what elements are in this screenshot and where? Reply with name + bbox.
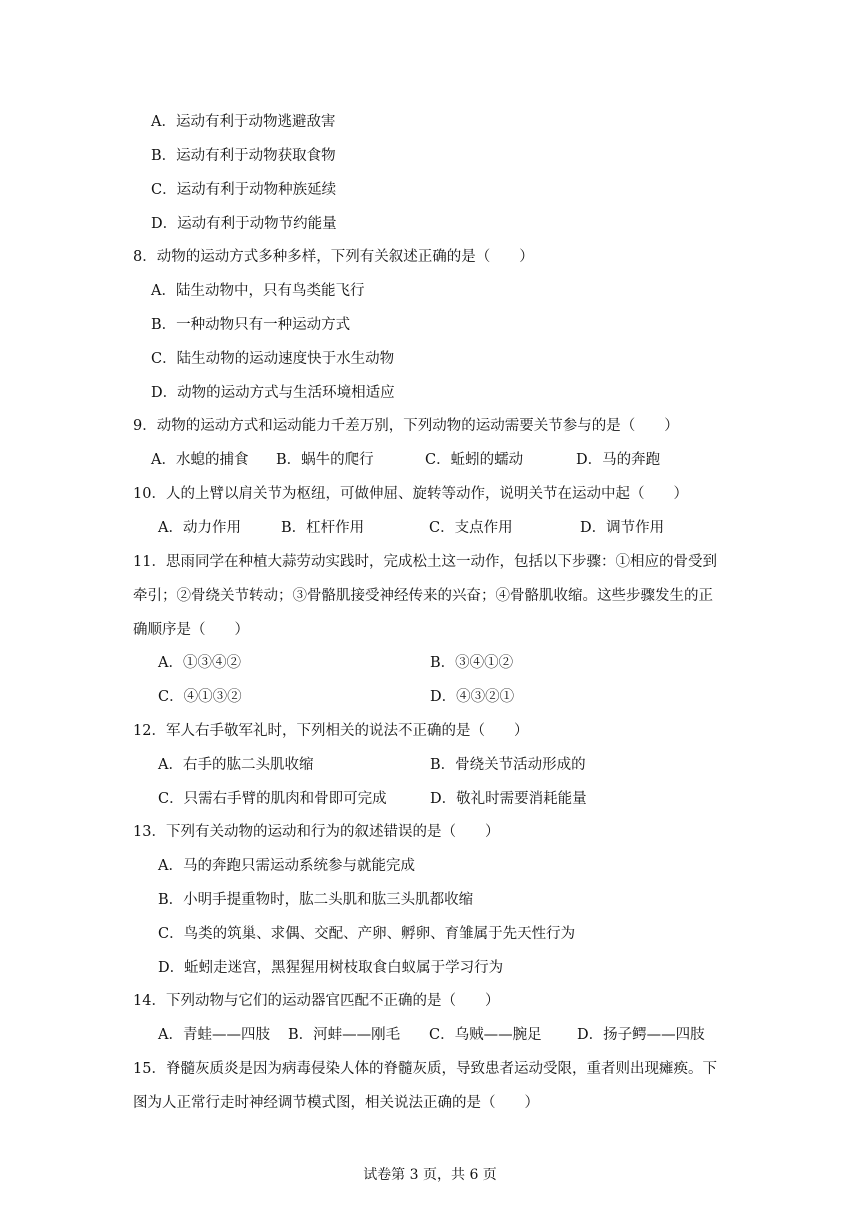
q12-option-d: D．敬礼时需要消耗能量 [430, 791, 587, 807]
q7-option-b: B．运动有利于动物获取食物 [151, 148, 336, 164]
q13-option-a: A．马的奔跑只需运动系统参与就能完成 [158, 858, 415, 874]
q12-stem: 12．军人右手敬军礼时，下列相关的说法不正确的是（ ） [133, 723, 529, 739]
q11-option-a: A．①③④② [158, 655, 241, 671]
q9-stem: 9．动物的运动方式和运动能力千差万别，下列动物的运动需要关节参与的是（ ） [133, 418, 679, 434]
q15-stem-line-1: 15．脊髓灰质炎是因为病毒侵染人体的脊髓灰质，导致患者运动受限，重者则出现瘫痪。下 [133, 1061, 717, 1077]
q13-option-d: D．蚯蚓走迷宫，黑猩猩用树枝取食白蚁属于学习行为 [158, 960, 504, 976]
q13-option-b: B．小明手提重物时，肱二头肌和肱三头肌都收缩 [158, 892, 474, 908]
q9-option-c: C．蚯蚓的蠕动 [425, 452, 524, 468]
q9-option-b: B．蜗牛的爬行 [276, 452, 374, 468]
q13-stem: 13．下列有关动物的运动和行为的叙述错误的是（ ） [133, 824, 500, 840]
q10-options [158, 517, 664, 539]
q14-option-b: B．河蚌——刚毛 [288, 1027, 401, 1043]
q8-option-c: C．陆生动物的运动速度快于水生动物 [151, 351, 395, 367]
q11-stem-line-1: 11．思雨同学在种植大蒜劳动实践时，完成松土这一动作，包括以下步骤：①相应的骨受到 [133, 554, 717, 570]
q11-option-b: B．③④①② [430, 655, 514, 671]
q12-option-a: A．右手的肱二头肌收缩 [158, 757, 314, 773]
q11-option-d: D．④③②① [430, 689, 515, 705]
q8-option-b: B．一种动物只有一种运动方式 [151, 317, 351, 333]
q14-stem: 14．下列动物与它们的运动器官匹配不正确的是（ ） [133, 993, 500, 1009]
q7-option-d: D．运动有利于动物节约能量 [151, 216, 337, 232]
q12-option-c: C．只需右手臂的肌肉和骨即可完成 [158, 791, 387, 807]
q7-option-c: C．运动有利于动物种族延续 [151, 182, 337, 198]
q13-option-c: C．鸟类的筑巢、求偶、交配、产卵、孵卵、育雏属于先天性行为 [158, 926, 576, 942]
q14-options [158, 1024, 705, 1046]
q9-option-a: A．水螅的捕食 [151, 452, 249, 468]
q10-stem: 10．人的上臂以肩关节为枢纽，可做伸屈、旋转等动作，说明关节在运动中起（ ） [133, 486, 688, 502]
q10-option-a: A．动力作用 [158, 520, 241, 536]
q14-option-a: A．青蛙——四肢 [158, 1027, 270, 1043]
q10-option-d: D．调节作用 [580, 520, 665, 536]
q10-option-b: B．杠杆作用 [281, 520, 365, 536]
q8-option-a: A．陆生动物中，只有鸟类能飞行 [151, 283, 365, 299]
q9-options [151, 449, 660, 471]
q14-option-c: C．乌贼——腕足 [429, 1027, 542, 1043]
q15-stem-line-2: 图为人正常行走时神经调节模式图，相关说法正确的是（ ） [133, 1095, 539, 1111]
q11-stem-line-3: 确顺序是（ ） [133, 622, 249, 638]
q11-stem-line-2: 牵引；②骨绕关节转动；③骨骼肌接受神经传来的兴奋；④骨骼肌收缩。这些步骤发生的正 [133, 588, 713, 604]
q14-option-d: D．扬子鳄——四肢 [577, 1027, 705, 1043]
page-footer: 试卷第 3 页，共 6 页 [363, 1167, 497, 1183]
q10-option-c: C．支点作用 [429, 520, 513, 536]
q8-option-d: D．动物的运动方式与生活环境相适应 [151, 385, 395, 401]
q11-option-c: C．④①③② [158, 689, 242, 705]
q7-option-a: A．运动有利于动物逃避敌害 [151, 114, 336, 130]
q12-option-b: B．骨绕关节活动形成的 [430, 757, 586, 773]
q8-stem: 8．动物的运动方式多种多样，下列有关叙述正确的是（ ） [133, 249, 534, 265]
q9-option-d: D．马的奔跑 [576, 452, 661, 468]
